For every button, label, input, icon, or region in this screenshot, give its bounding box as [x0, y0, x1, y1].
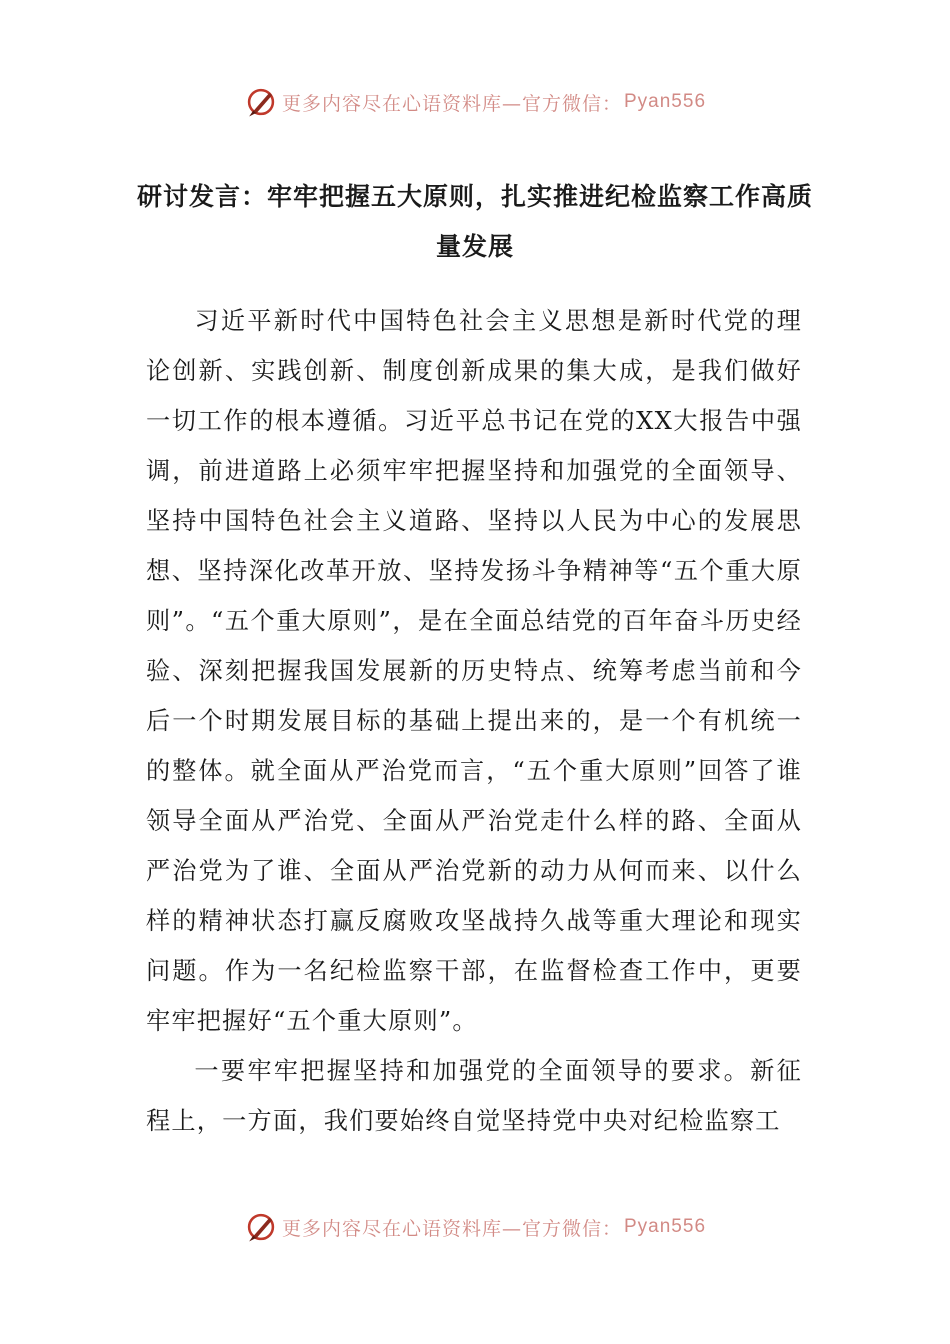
header-watermark — [0, 82, 950, 122]
body-paragraph: 习近平新时代中国特色社会主义思想是新时代党的理论创新、实践创新、制度创新成果的集大成，是我们做好一切工作的根本遵循。习近平总书记在党的XX大报告中强调，前进道路上必须牢牢把握坚持和加强党的全面领导、坚持中国特色社会主义道路、坚持以人民为中心的发展思想、坚持深化改革开放、坚持发扬斗争精神等“五个重大原则”。“五个重大原则”，是在全面总结党的百年奋斗历史经验、深刻把握我国发展新的历史特点、统筹考虑当前和今后一个时期发展目标的基础上提出来的，是一个有机统一的整体。就全面从严治党而言，“五个重大原则”回答了谁领导全面从严治党、全面从严治党走什么样的路、全面从严治党为了谁、全面从严治党新的动力从何而来、以什么样的精神状态打赢反腐败攻坚战持久战等重大理论和现实问题。作为一名纪检监察干部，在监督检查工作中，更要牢牢把握好“五个重大原则”。 — [146, 307, 802, 1035]
footer-watermark — [0, 1207, 950, 1247]
watermark-text: 更多内容尽在心语资料库—官方微信： — [281, 1217, 622, 1240]
watermark-contact: Pyan556 — [624, 91, 707, 112]
watermark-contact: Pyan556 — [624, 1216, 707, 1237]
body-paragraph: 一要牢牢把握坚持和加强党的全面领导的要求。新征程上，一方面，我们要始终自觉坚持党中央对纪检监察工 — [146, 1057, 802, 1135]
document-title: 研讨发言：牢牢把握五大原则，扎实推进纪检监察工作高质量发展 — [136, 182, 813, 261]
document-body — [146, 296, 802, 1146]
quill-pen-logo-icon — [244, 1210, 278, 1244]
watermark-text: 更多内容尽在心语资料库—官方微信： — [281, 92, 622, 115]
quill-pen-logo-icon — [244, 85, 278, 119]
